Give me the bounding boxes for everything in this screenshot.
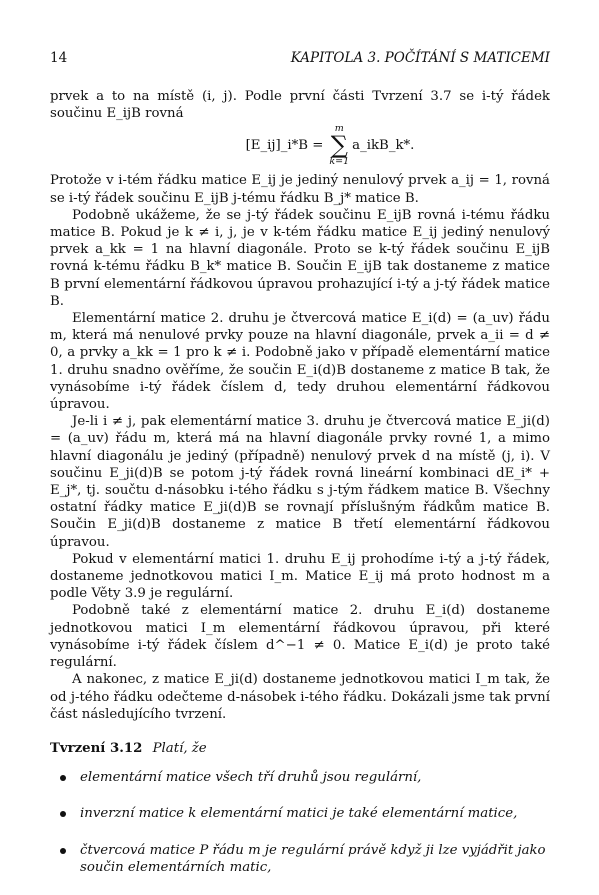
equation-rhs: a_ikB_k*. <box>352 137 415 153</box>
paragraph: Protože v i-tém řádku matice E_ij je jediný nenulový prvek a_ij = 1, rovná se i-tý řádek součinu E_ijB j-tému řádku B_j* matice B. <box>50 173 550 206</box>
list-item <box>50 842 550 876</box>
list-item-text: inverzní matice k elementární matici je také elementární matice, <box>80 806 518 822</box>
display-equation <box>110 123 550 167</box>
chapter-title: KAPITOLA 3. POČÍTÁNÍ S MATICEMI <box>290 50 550 66</box>
theorem-label: Tvrzení 3.12 <box>50 740 143 756</box>
paragraph: Podobně ukážeme, že se j-tý řádek součinu E_ijB rovná i-tému řádku matice B. Pokud je k ≠ i, j, je v k-tém řádku matice E_ij jediný nenulový prvek a_kk = 1 na hlavní diagonále. Proto se k-tý řádek součinu E_ijB rovná k-tému řádku B_k* matice B. Součin E_ijB tak dostaneme z matice B první elementární řádkovou úpravou prohazující i-tý a j-tý řádek matice B. <box>50 207 550 309</box>
bullet-icon <box>60 811 66 817</box>
theorem <box>50 740 550 757</box>
list-item-text: čtvercová matice P řádu m je regulární právě když ji lze vyjádřit jako součin elementárních matic, <box>80 842 546 875</box>
list-item <box>50 805 550 822</box>
sum-upper-limit: m <box>334 123 344 135</box>
paragraph: Elementární matice 2. druhu je čtvercová matice E_i(d) = (a_uv) řádu m, která má nenulové prvky pouze na hlavní diagonále, prvek a_ii = d ≠ 0, a prvky a_kk = 1 pro k ≠ i. Podobně jako v případě elementární matice 1. druhu snadno ověříme, že součin E_i(d)B dostaneme z matice B tak, že vynásobíme i-tý řádek číslem d, tedy druhou elementární řádkovou úpravou. <box>50 311 550 413</box>
summation <box>329 123 349 167</box>
page-header <box>50 50 550 66</box>
equation-lhs: [E_ij]_i*B = <box>245 137 324 153</box>
document-body <box>50 88 550 895</box>
sum-symbol: ∑ <box>330 131 348 160</box>
theorem-text: Platí, že <box>152 740 207 756</box>
paragraph: Je-li i ≠ j, pak elementární matice 3. druhu je čtvercová matice E_ji(d) = (a_uv) řádu m, která má na hlavní diagonále prvky rovné 1, a mimo hlavní diagonálu je jediný (případně) nenulový prvek d na místě (j, i). V součinu E_ji(d)B se potom j-tý řádek rovná lineární kombinaci dE_i* + E_j*, tj. součtu d-násobku i-tého řádku s j-tým řádkem matice B. Všechny ostatní řádky matice E_ji(d)B se rovnají příslušným řádkům matice B. Součin E_ji(d)B dostaneme z matice B třetí elementární řádkovou úpravou. <box>50 414 550 550</box>
page-number: 14 <box>50 50 68 66</box>
intro-paragraph: prvek a to na místě (i, j). Podle první části Tvrzení 3.7 se i-tý řádek součinu E_ijB rovná <box>50 89 550 122</box>
sum-lower-limit: k=1 <box>329 156 350 168</box>
list-item-text: elementární matice všech tří druhů jsou regulární, <box>80 770 422 786</box>
bullet-icon <box>60 775 66 781</box>
paragraph: A nakonec, z matice E_ji(d) dostaneme jednotkovou matici I_m tak, že od j-tého řádku odečteme d-násobek i-tého řádku. Dokázali jsme tak první část následujícího tvrzení. <box>50 672 550 722</box>
paragraph: Pokud v elementární matici 1. druhu E_ij prohodíme i-tý a j-tý řádek, dostaneme jednotkovou matici I_m. Matice E_ij má proto hodnost m a podle Věty 3.9 je regulární. <box>50 551 550 602</box>
paragraph: Podobně také z elementární matice 2. druhu E_i(d) dostaneme jednotkovou matici I_m elementární řádkovou úpravou, při které vynásobíme i-tý řádek číslem d^−1 ≠ 0. Matice E_i(d) je proto také regulární. <box>50 603 550 671</box>
bullet-icon <box>60 848 66 854</box>
theorem-list <box>50 769 550 876</box>
list-item <box>50 769 550 786</box>
